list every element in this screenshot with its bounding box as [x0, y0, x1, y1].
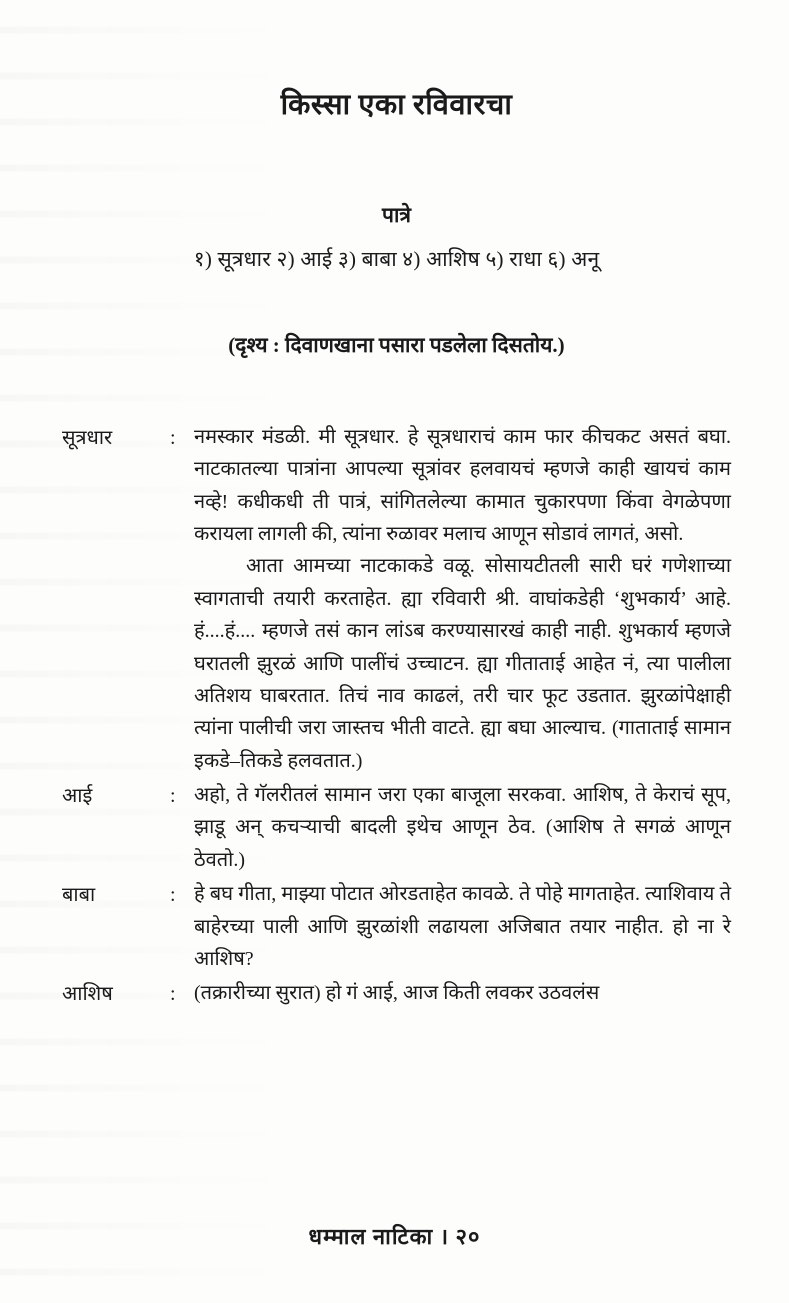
speaker-name: सूत्रधार — [62, 426, 113, 449]
speaker-name: आशिष — [62, 983, 113, 1006]
scene-direction: (दृश्य : दिवाणखाना पसारा पडलेला दिसतोय.) — [228, 332, 565, 357]
speech-paragraph: आता आमच्या नाटकाकडे वळू. सोसायटीतली सारी घरं गणेशाच्या स्वागताची तयारी करताहेत. ह्या रविवारी श्री. वाघांकडेही ‘शुभकार्य’ आहे. हं....हं.... म्हणजे तसं कान लांऽब करण्यासारखं काही नाही. शुभकार्य म्हणजे घरातली झुरळं आणि पालींचं उच्चाटन. ह्या गीताताई आहेत नं, त्या पालीला अतिशय घाबरतात. तिचं नाव काढलं, तरी चार फूट उडतात. झुरळांपेक्षाही त्यांना पालीची जरा जास्तच भीती वाटते. ह्या बघा आल्याच. (गाताताई सामान इकडे–तिकडे हलवतात.) — [194, 555, 731, 772]
speaker-name: बाबा — [62, 884, 96, 907]
dialogue-line — [62, 779, 731, 876]
speaker-colon: : — [170, 785, 176, 808]
dialogue-line — [62, 421, 731, 777]
speech-text — [194, 878, 731, 975]
speech-paragraph: (तक्रारीच्या सुरात) हो गं आई, आज किती लवकर उठवलंस — [194, 982, 600, 1005]
speech-paragraph: हे बघ गीता, माझ्या पोटात ओरडताहेत कावळे. ते पोहे मागताहेत. त्याशिवाय ते बाहेरच्या पाली आणि झुरळांशी लढायला अजिबात तयार नाहीत. हो ना रे आशिष? — [194, 883, 731, 971]
speech-text — [194, 779, 731, 876]
speech-paragraph: अहो, ते गॅलरीतलं सामान जरा एका बाजूला सरकवा. आशिष, ते केराचं सूप, झाडू अन् कचऱ्याची बादली इथेच आणून ठेव. (आशिष ते सगळं आणून ठेवतो.) — [194, 784, 731, 871]
speech-text — [194, 421, 731, 777]
speaker-name: आई — [62, 785, 93, 808]
dialogue-line — [62, 878, 731, 975]
dialogue-block — [62, 421, 731, 1011]
speech-paragraph: नमस्कार मंडळी. मी सूत्रधार. हे सूत्रधाराचं काम फार कीचकट असतं बघा. नाटकातल्या पात्रांना आपल्या सूत्रांवर हलवायचं म्हणजे काही खायचं काम नव्हे! कधीकधी ती पात्रं, सांगितलेल्या कामात चुकारपणा किंवा वेगळेपणा करायला लागली की, त्यांना रुळावर मलाच आणून सोडावं लागतं, असो. — [194, 425, 731, 545]
dialogue-line — [62, 977, 731, 1010]
page-title: किस्सा एका रविवारचा — [280, 89, 513, 121]
page-footer: धम्माल नाटिका । २० — [308, 1224, 481, 1249]
speaker-colon: : — [170, 983, 176, 1006]
cast-heading: पात्रे — [382, 202, 411, 227]
cast-list: १) सूत्रधार २) आई ३) बाबा ४) आशिष ५) राधा ६) अनू — [193, 246, 600, 271]
speaker-colon: : — [170, 426, 176, 449]
speaker-colon: : — [170, 884, 176, 907]
speech-text — [194, 977, 731, 1009]
